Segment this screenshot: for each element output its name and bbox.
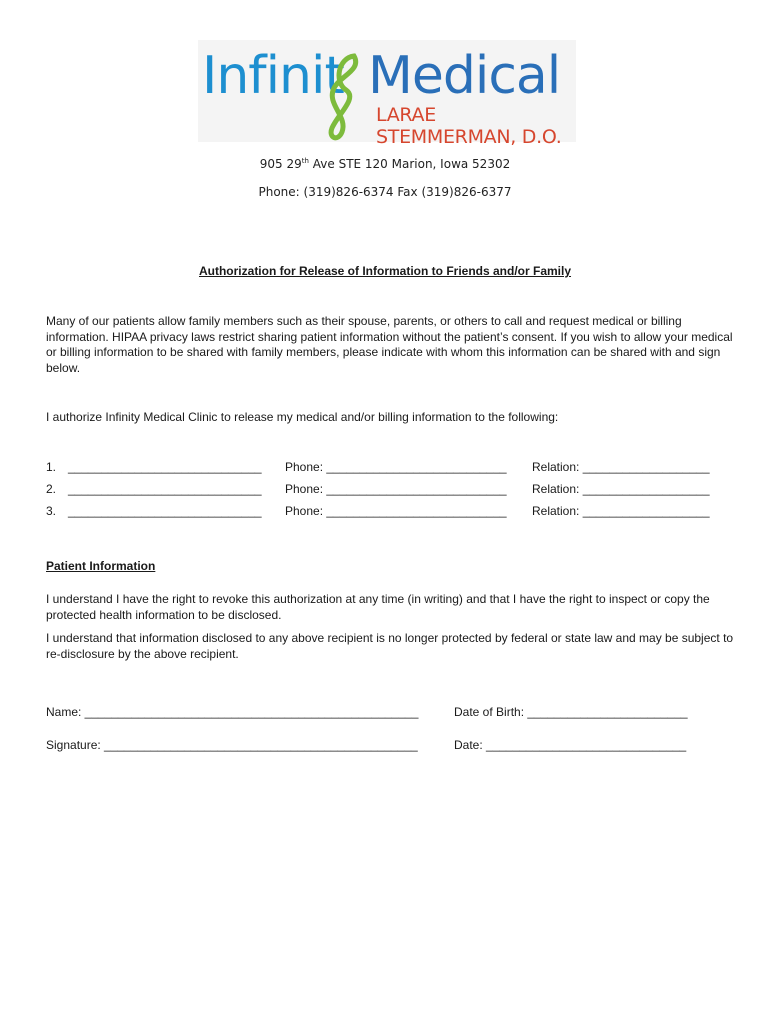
- redisclosure-statement: I understand that information disclosed to any above recipient is no longer protected by federal or state law and may be subject to re-disclosure by the above recipient.: [46, 631, 734, 661]
- clinic-phone-fax: Phone: (319)826-6374 Fax (319)826-6377: [258, 185, 512, 199]
- logo-text-medical: Medical: [368, 46, 561, 106]
- recipient-relation-field[interactable]: Relation: ___________________: [532, 460, 710, 474]
- recipient-phone-field[interactable]: Phone: ___________________________: [285, 504, 507, 518]
- recipient-row-1: [46, 460, 736, 476]
- recipient-row-3: [46, 504, 736, 520]
- authorize-statement: I authorize Infinity Medical Clinic to release my medical and/or billing information to the following:: [46, 410, 559, 424]
- address-number: 905 29: [259, 157, 302, 171]
- date-of-birth-field[interactable]: Date of Birth: ________________________: [454, 705, 688, 719]
- recipient-relation-field[interactable]: Relation: ___________________: [532, 482, 710, 496]
- recipient-phone-field[interactable]: Phone: ___________________________: [285, 460, 507, 474]
- logo-doctor-name: LARAE STEMMERMAN, D.O.: [376, 104, 562, 148]
- form-title: Authorization for Release of Information to Friends and/or Family: [198, 264, 572, 278]
- recipient-relation-field[interactable]: Relation: ___________________: [532, 504, 710, 518]
- address-rest: Ave STE 120 Marion, Iowa 52302: [308, 157, 511, 171]
- recipient-number: 1.: [46, 460, 57, 474]
- recipient-name-field[interactable]: _____________________________: [68, 482, 262, 496]
- recipient-name-field[interactable]: _____________________________: [68, 504, 262, 518]
- address-ordinal: th: [301, 157, 309, 165]
- recipient-number: 3.: [46, 504, 57, 518]
- date-field[interactable]: Date: ______________________________: [454, 738, 687, 752]
- patient-name-field[interactable]: Name: __________________________________________________: [46, 705, 419, 719]
- clinic-address: [0, 157, 770, 171]
- recipient-row-2: [46, 482, 736, 498]
- recipient-phone-field[interactable]: Phone: ___________________________: [285, 482, 507, 496]
- intro-paragraph: Many of our patients allow family members such as their spouse, parents, or others to call and request medical or billing information. HIPAA privacy laws restrict sharing patient information without the patient’s consent. If you wish to allow your medical or billing information to be shared with family members, please indicate with whom this information can be shared with and sign below.: [46, 314, 733, 375]
- recipient-name-field[interactable]: _____________________________: [68, 460, 262, 474]
- logo-text-infinity: Infinit: [202, 46, 344, 106]
- recipient-number: 2.: [46, 482, 57, 496]
- signature-field[interactable]: Signature: _______________________________________________: [46, 738, 418, 752]
- infinity-medical-logo: [198, 40, 576, 148]
- revoke-statement: I understand I have the right to revoke this authorization at any time (in writing) and that I have the right to inspect or copy the protected health information to be disclosed.: [46, 592, 710, 622]
- patient-information-heading: Patient Information: [46, 559, 156, 573]
